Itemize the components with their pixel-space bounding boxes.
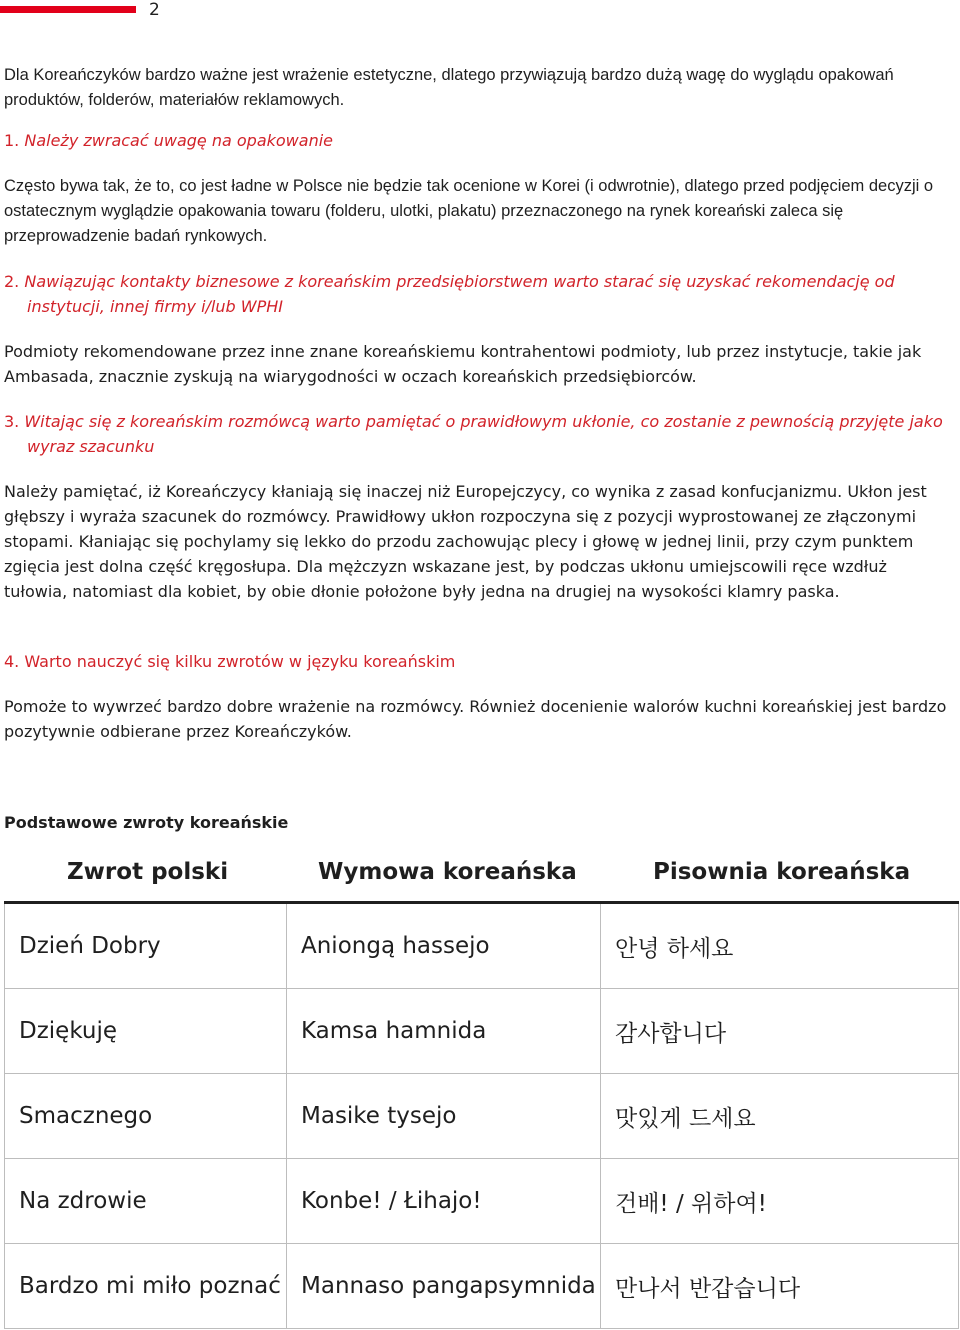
section-4-title: Warto nauczyć się kilku zwrotów w języku koreańskim — [24, 652, 456, 671]
section-2-title: Nawiązując kontakty biznesowe z koreańskim przedsiębiorstwem warto starać się uzyskać rekomendację od instytucji, innej firmy i/lub WPHI — [24, 272, 895, 316]
column-header-korean-script: Pisownia koreańska — [653, 859, 911, 885]
phrase-polish: Dziękuję — [5, 989, 287, 1074]
section-4-body: Pomoże to wywrzeć bardzo dobre wrażenie na rozmówcy. Również docenienie walorów kuchni koreańskiej jest bardzo pozytywnie odbierane przez Koreańczyków. — [4, 697, 947, 741]
phrase-pronunciation: Konbe! / Łihajo! — [287, 1159, 601, 1244]
phrase-korean: 감사합니다 — [601, 989, 959, 1074]
table-row — [5, 989, 959, 1074]
section-2-body: Podmioty rekomendowane przez inne znane koreańskiemu kontrahentowi podmioty, lub przez instytucje, takie jak Ambasada, znacznie zyskują na wiarygodności w oczach koreańskich przedsiębiorców. — [4, 342, 922, 386]
phrase-korean: 안녕 하세요 — [601, 903, 959, 989]
column-header-polish: Zwrot polski — [67, 859, 229, 885]
section-1-heading — [4, 128, 954, 153]
phrase-polish: Smacznego — [5, 1074, 287, 1159]
section-2-number: 2. — [4, 272, 20, 291]
section-1-body: Często bywa tak, że to, co jest ładne w Polsce nie będzie tak ocenione w Korei (i odwrotnie), dlatego przed podjęciem decyzji o ostatecznym wyglądzie opakowania towaru (folderu, ulotki, plakatu) przeznaczonego na rynek koreański zaleca się przeprowadzenie badań rynkowych. — [4, 177, 934, 245]
phrase-korean: 만나서 반갑습니다 — [601, 1244, 959, 1329]
section-2-heading — [4, 269, 960, 319]
phrase-pronunciation: Masike tysejo — [287, 1074, 601, 1159]
section-4-number: 4. — [4, 652, 20, 671]
phrases-table — [4, 901, 959, 1329]
table-row — [5, 903, 959, 989]
intro-paragraph: Dla Koreańczyków bardzo ważne jest wrażenie estetyczne, dlatego przywiązują bardzo dużą wagę do wyglądu opakowań produktów, folderów, materiałów reklamowych. — [4, 66, 894, 109]
phrase-polish: Na zdrowie — [5, 1159, 287, 1244]
phrase-polish: Dzień Dobry — [5, 903, 287, 989]
table-row — [5, 1244, 959, 1329]
section-4-heading — [4, 649, 954, 674]
phrase-pronunciation: Aniongą hassejo — [287, 903, 601, 989]
section-3-title: Witając się z koreańskim rozmówcą warto pamiętać o prawidłowym ukłonie, co zostanie z pewnością przyjęte jako wyraz szacunku — [24, 412, 943, 456]
column-header-pronunciation: Wymowa koreańska — [318, 859, 577, 885]
phrase-pronunciation: Kamsa hamnida — [287, 989, 601, 1074]
section-3-body: Należy pamiętać, iż Koreańczycy kłaniają się inaczej niż Europejczycy, co wynika z zasad konfucjanizmu. Ukłon jest głębszy i wyraża szacunek do rozmówcy. Prawidłowy ukłon rozpoczyna się z pozycji wyprostowanej ze złączonymi stopami. Kłaniając się pochylamy się lekko do przodu zachowując plecy i głowę w jednej linii, przy czym punktem zgięcia jest dolna część kręgosłupa. Dla mężczyzn wskazane jest, by podczas ukłonu umiejscowili ręce wzdłuż tułowia, natomiast dla kobiet, by obie dłonie położone były jedna na drugiej na wysokości klamry paska. — [4, 482, 927, 601]
section-3-heading — [4, 409, 960, 459]
section-3-number: 3. — [4, 412, 20, 431]
phrase-polish: Bardzo mi miło poznać — [5, 1244, 287, 1329]
header-accent-bar — [0, 6, 136, 13]
phrase-korean: 건배! / 위하여! — [601, 1159, 959, 1244]
table-row — [5, 1074, 959, 1159]
phrase-pronunciation: Mannaso pangapsymnida — [287, 1244, 601, 1329]
section-1-number: 1. — [4, 131, 20, 150]
section-1-title: Należy zwracać uwagę na opakowanie — [24, 131, 333, 150]
phrases-title: Podstawowe zwroty koreańskie — [4, 813, 289, 832]
page-number: 2 — [149, 0, 160, 20]
table-row — [5, 1159, 959, 1244]
phrase-korean: 맛있게 드세요 — [601, 1074, 959, 1159]
